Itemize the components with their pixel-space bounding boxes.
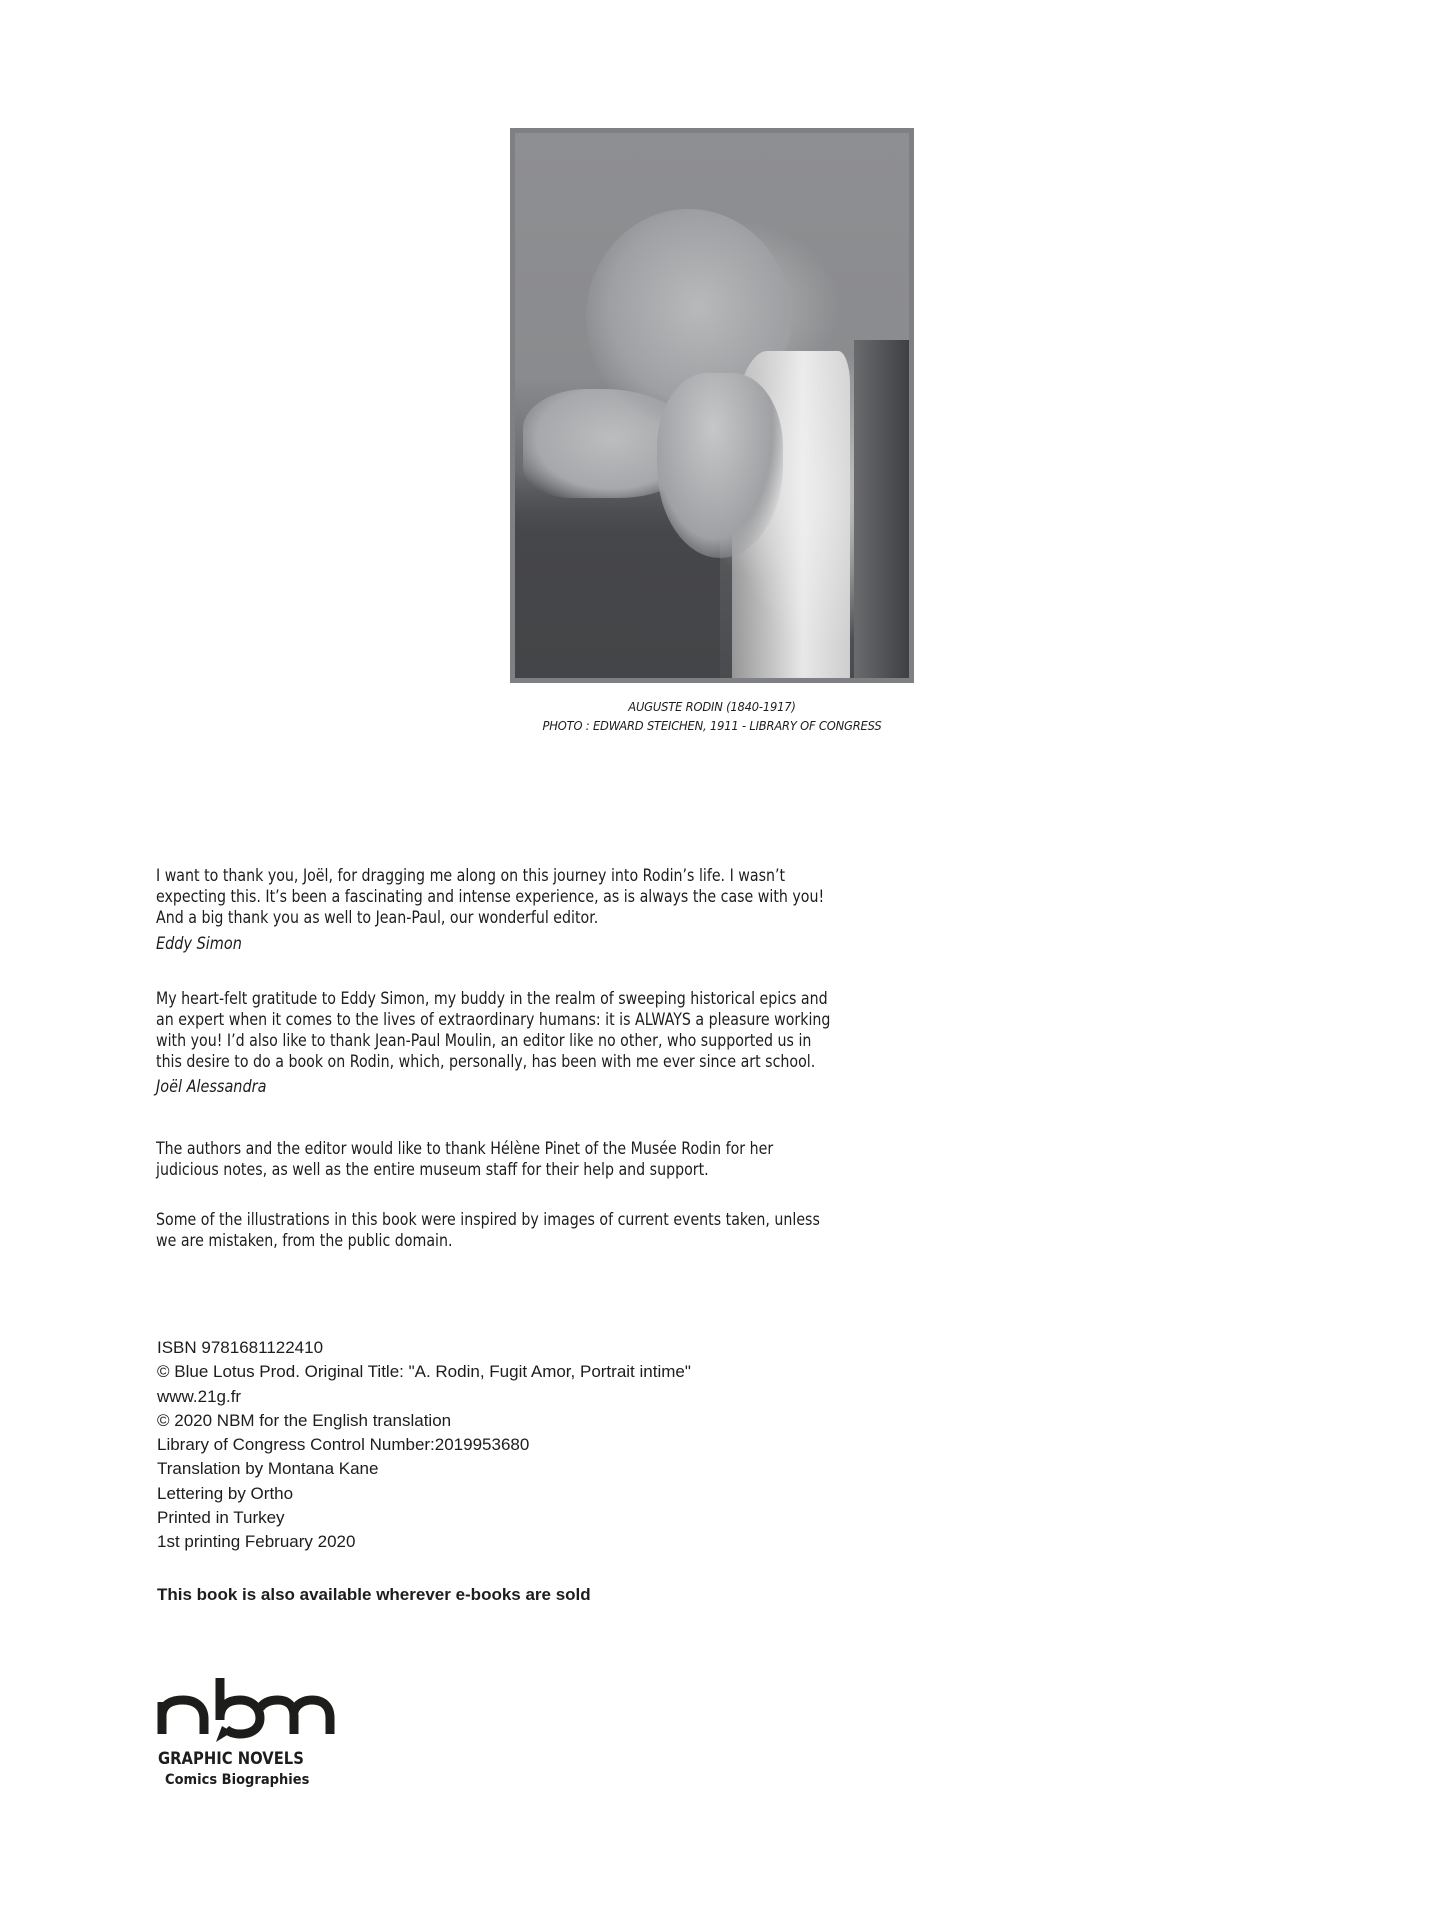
paragraph-line: with you! I’d also like to thank Jean-Paul Moulin, an editor like no other, who supported us in [156, 1031, 812, 1051]
paragraph-line: The authors and the editor would like to thank Hélène Pinet of the Musée Rodin for her [156, 1139, 774, 1159]
nbm-logo [156, 1672, 341, 1797]
credit-printing: 1st printing February 2020 [157, 1532, 356, 1552]
credit-printed-in: Printed in Turkey [157, 1508, 285, 1528]
credit-loc-number: Library of Congress Control Number:2019953680 [157, 1435, 530, 1455]
signature-joel-alessandra: Joël Alessandra [156, 1077, 267, 1097]
paragraph-line: judicious notes, as well as the entire museum staff for their help and support. [156, 1160, 709, 1180]
photo-caption [510, 697, 914, 735]
paragraph-line: expecting this. It’s been a fascinating and intense experience, as is always the case with you! [156, 887, 825, 907]
rodin-photo [510, 128, 914, 683]
logo-comics-biographies: Comics Biographies [165, 1772, 310, 1788]
logo-graphic-novels: GRAPHIC NOVELS [158, 1749, 304, 1769]
ebook-availability-note: This book is also available wherever e-books are sold [157, 1585, 591, 1604]
illustrations-note [156, 1210, 932, 1252]
nbm-wordmark-icon [156, 1672, 341, 1752]
signature-eddy-simon: Eddy Simon [156, 934, 242, 954]
photo-beard [657, 373, 783, 558]
credit-website: www.21g.fr [157, 1386, 242, 1406]
paragraph-line: we are mistaken, from the public domain. [156, 1231, 453, 1251]
credit-original-title: © Blue Lotus Prod. Original Title: "A. Rodin, Fugit Amor, Portrait intime" [157, 1362, 691, 1382]
paragraph-line: And a big thank you as well to Jean-Paul, our wonderful editor. [156, 908, 599, 928]
acknowledgment-joel-alessandra [156, 989, 932, 1073]
paragraph-line: My heart-felt gratitude to Eddy Simon, my buddy in the realm of sweeping historical epics and [156, 989, 828, 1009]
acknowledgment-musee-rodin [156, 1139, 932, 1181]
credit-isbn: ISBN 9781681122410 [157, 1338, 324, 1357]
photo-image [515, 133, 909, 678]
credit-lettering: Lettering by Ortho [157, 1483, 294, 1503]
acknowledgment-eddy-simon [156, 866, 932, 929]
paragraph-line: I want to thank you, Joël, for dragging me along on this journey into Rodin’s life. I wasn’t [156, 866, 786, 886]
caption-line: AUGUSTE RODIN (1840-1917) [628, 699, 796, 714]
photo-jacket-right [854, 340, 909, 678]
paragraph-line: Some of the illustrations in this book were inspired by images of current events taken, unless [156, 1210, 820, 1230]
credit-translation-copyright: © 2020 NBM for the English translation [157, 1410, 452, 1430]
credit-translator: Translation by Montana Kane [157, 1459, 379, 1479]
paragraph-line: this desire to do a book on Rodin, which, personally, has been with me ever since art school. [156, 1052, 816, 1072]
paragraph-line: an expert when it comes to the lives of extraordinary humans: it is ALWAYS a pleasure working [156, 1010, 831, 1030]
copyright-credits [157, 1336, 691, 1555]
caption-line: PHOTO : EDWARD STEICHEN, 1911 - LIBRARY OF CONGRESS [542, 718, 882, 733]
